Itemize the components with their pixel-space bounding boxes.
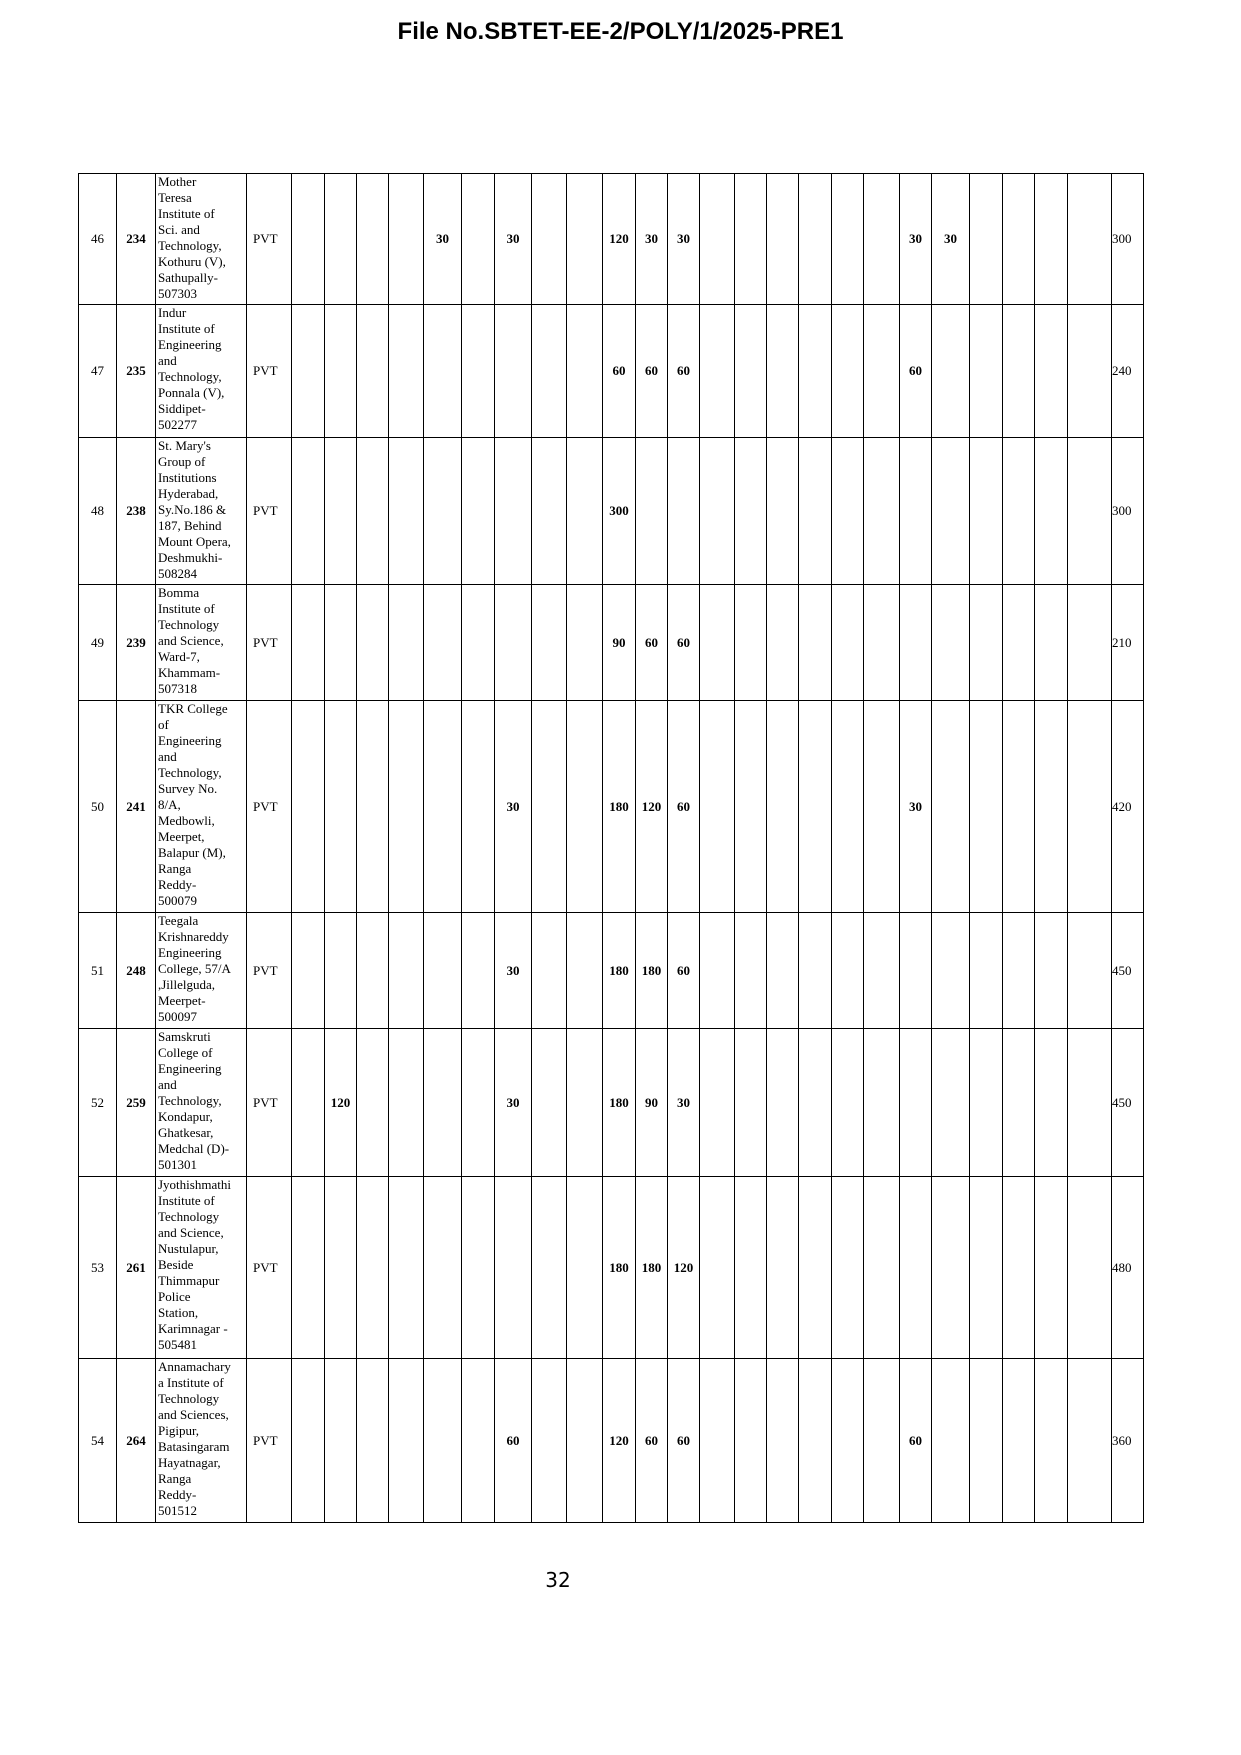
intake-cell	[495, 305, 532, 438]
intake-cell	[1035, 174, 1068, 305]
intake-cell	[900, 585, 932, 701]
intake-cell: 30	[900, 701, 932, 913]
intake-cell	[1068, 701, 1112, 913]
intake-cell	[799, 438, 832, 585]
intake-cell: 30	[495, 1029, 532, 1177]
intake-cell	[767, 585, 799, 701]
serial-number-cell: 48	[79, 438, 117, 585]
intake-cell	[970, 1359, 1003, 1523]
intake-cell	[735, 1177, 767, 1359]
institute-type-cell: PVT	[247, 1029, 292, 1177]
intake-cell	[1068, 438, 1112, 585]
intake-cell	[832, 1177, 864, 1359]
institute-name-cell: Teegala Krishnareddy Engineering College, 57/A ,Jillelguda, Meerpet- 500097	[156, 913, 247, 1029]
intake-cell	[700, 913, 735, 1029]
intake-cell	[799, 1177, 832, 1359]
intake-cell	[325, 913, 357, 1029]
institute-type-cell: PVT	[247, 701, 292, 913]
intake-cell	[532, 438, 567, 585]
institute-name-cell: Mother Teresa Institute of Sci. and Technology, Kothuru (V), Sathupally- 507303	[156, 174, 247, 305]
intake-cell	[735, 913, 767, 1029]
intake-cell	[1068, 174, 1112, 305]
table-body	[79, 174, 1144, 1523]
total-intake-cell: 210	[1112, 585, 1144, 701]
intake-cell	[1003, 585, 1035, 701]
intake-cell	[932, 701, 970, 913]
intake-cell	[767, 913, 799, 1029]
intake-cell	[767, 1359, 799, 1523]
intake-cell	[389, 305, 424, 438]
intake-cell	[700, 1359, 735, 1523]
intake-cell	[900, 1029, 932, 1177]
intake-cell	[357, 438, 389, 585]
intake-cell	[292, 174, 325, 305]
intake-cell: 120	[668, 1177, 700, 1359]
intake-cell: 180	[603, 701, 636, 913]
intake-cell	[424, 701, 462, 913]
institute-code-cell: 234	[117, 174, 156, 305]
intake-cell	[864, 1359, 900, 1523]
intake-cell	[424, 585, 462, 701]
institute-name-cell: TKR College of Engineering and Technology, Survey No. 8/A, Medbowli, Meerpet, Balapur (M), Ranga Reddy- 500079	[156, 701, 247, 913]
serial-number-cell: 53	[79, 1177, 117, 1359]
intake-cell	[767, 174, 799, 305]
institute-type-cell: PVT	[247, 438, 292, 585]
intake-cell	[532, 1177, 567, 1359]
intake-cell: 60	[668, 305, 700, 438]
intake-cell	[799, 174, 832, 305]
table-row	[79, 1359, 1144, 1523]
intake-cell	[495, 1177, 532, 1359]
intake-cell: 30	[495, 174, 532, 305]
intake-cell	[970, 585, 1003, 701]
intake-cell	[700, 305, 735, 438]
intake-cell	[389, 913, 424, 1029]
intake-cell	[1003, 438, 1035, 585]
intake-cell	[325, 174, 357, 305]
intake-cell	[700, 438, 735, 585]
intake-cell: 60	[668, 1359, 700, 1523]
intake-cell	[389, 1029, 424, 1177]
intake-cell	[389, 1359, 424, 1523]
intake-cell	[832, 1359, 864, 1523]
intake-cell: 60	[668, 913, 700, 1029]
institute-name-cell: Bomma Institute of Technology and Science, Ward-7, Khammam- 507318	[156, 585, 247, 701]
intake-cell	[462, 585, 495, 701]
file-number-header: File No.SBTET-EE-2/POLY/1/2025-PRE1	[397, 18, 844, 45]
total-intake-cell: 300	[1112, 174, 1144, 305]
intake-cell	[668, 438, 700, 585]
intake-cell	[1003, 1359, 1035, 1523]
intake-cell	[700, 174, 735, 305]
intake-cell	[970, 1177, 1003, 1359]
serial-number-cell: 52	[79, 1029, 117, 1177]
intake-cell: 30	[495, 701, 532, 913]
intake-cell	[1003, 913, 1035, 1029]
intake-cell	[389, 585, 424, 701]
institute-code-cell: 239	[117, 585, 156, 701]
intake-cell	[567, 1177, 603, 1359]
intake-cell	[832, 438, 864, 585]
institute-name-cell: Indur Institute of Engineering and Technology, Ponnala (V), Siddipet- 502277	[156, 305, 247, 438]
institute-type-cell: PVT	[247, 174, 292, 305]
table-row	[79, 305, 1144, 438]
intake-cell	[767, 438, 799, 585]
intake-cell	[325, 438, 357, 585]
intake-cell	[767, 1177, 799, 1359]
intake-cell: 30	[932, 174, 970, 305]
intake-cell: 120	[603, 1359, 636, 1523]
intake-cell	[292, 1029, 325, 1177]
intake-cell: 180	[603, 1177, 636, 1359]
intake-cell	[292, 585, 325, 701]
intake-cell: 120	[325, 1029, 357, 1177]
table-row	[79, 701, 1144, 913]
table-row	[79, 1177, 1144, 1359]
intake-cell	[700, 701, 735, 913]
intake-cell: 30	[668, 174, 700, 305]
intake-cell	[1003, 305, 1035, 438]
intake-cell	[325, 701, 357, 913]
intake-cell	[932, 1177, 970, 1359]
intake-cell	[799, 305, 832, 438]
intake-cell	[567, 585, 603, 701]
intake-cell	[832, 174, 864, 305]
intake-cell: 30	[900, 174, 932, 305]
institute-code-cell: 235	[117, 305, 156, 438]
intake-cell	[1003, 701, 1035, 913]
intake-cell	[532, 913, 567, 1029]
intake-cell	[462, 174, 495, 305]
intake-cell	[1068, 1029, 1112, 1177]
intake-cell	[700, 585, 735, 701]
intake-cell: 60	[900, 1359, 932, 1523]
institute-type-cell: PVT	[247, 305, 292, 438]
intake-cell	[532, 701, 567, 913]
intake-cell	[1068, 1177, 1112, 1359]
intake-cell	[799, 913, 832, 1029]
institute-code-cell: 241	[117, 701, 156, 913]
institute-code-cell: 259	[117, 1029, 156, 1177]
intake-cell	[292, 438, 325, 585]
serial-number-cell: 49	[79, 585, 117, 701]
intake-cell: 60	[900, 305, 932, 438]
intake-cell	[735, 701, 767, 913]
intake-cell: 60	[636, 585, 668, 701]
intake-cell	[357, 913, 389, 1029]
intake-cell: 60	[495, 1359, 532, 1523]
intake-cell	[832, 585, 864, 701]
intake-cell	[357, 585, 389, 701]
intake-cell	[864, 701, 900, 913]
intake-cell	[735, 585, 767, 701]
intake-cell: 90	[603, 585, 636, 701]
intake-cell: 120	[636, 701, 668, 913]
intake-cell	[462, 1029, 495, 1177]
intake-cell	[1003, 1177, 1035, 1359]
intake-cell	[1035, 1177, 1068, 1359]
intake-cell	[532, 305, 567, 438]
intake-cell	[1003, 174, 1035, 305]
intake-cell	[932, 913, 970, 1029]
intake-cell	[832, 305, 864, 438]
institute-code-cell: 261	[117, 1177, 156, 1359]
institute-code-cell: 264	[117, 1359, 156, 1523]
intake-cell	[970, 305, 1003, 438]
intake-cell	[292, 305, 325, 438]
intake-cell	[389, 438, 424, 585]
intake-cell	[1035, 701, 1068, 913]
intake-cell	[1035, 1359, 1068, 1523]
institute-name-cell: Jyothishmathi Institute of Technology and Science, Nustulapur, Beside Thimmapur Police Station, Karimnagar - 505481	[156, 1177, 247, 1359]
intake-cell	[325, 305, 357, 438]
intake-cell	[799, 585, 832, 701]
intake-cell	[567, 1029, 603, 1177]
serial-number-cell: 46	[79, 174, 117, 305]
intake-cell: 30	[636, 174, 668, 305]
intake-cell: 90	[636, 1029, 668, 1177]
total-intake-cell: 420	[1112, 701, 1144, 913]
institute-name-cell: Samskruti College of Engineering and Technology, Kondapur, Ghatkesar, Medchal (D)- 501301	[156, 1029, 247, 1177]
institute-type-cell: PVT	[247, 585, 292, 701]
table-row	[79, 913, 1144, 1029]
intake-cell	[424, 1177, 462, 1359]
intake-cell	[292, 701, 325, 913]
intake-cell	[357, 305, 389, 438]
intake-cell	[864, 174, 900, 305]
intake-cell	[864, 1029, 900, 1177]
intake-cell	[325, 1359, 357, 1523]
intake-cell: 180	[636, 913, 668, 1029]
intake-cell	[932, 1029, 970, 1177]
intake-cell	[735, 1359, 767, 1523]
intake-cell	[970, 701, 1003, 913]
intake-cell	[389, 1177, 424, 1359]
intake-cell: 180	[603, 1029, 636, 1177]
intake-cell	[932, 1359, 970, 1523]
intake-cell	[735, 1029, 767, 1177]
institute-name-cell: St. Mary's Group of Institutions Hyderabad, Sy.No.186 & 187, Behind Mount Opera, Deshmukhi- 508284	[156, 438, 247, 585]
intake-cell: 30	[668, 1029, 700, 1177]
intake-cell	[832, 913, 864, 1029]
intake-cell	[567, 174, 603, 305]
intake-cell	[1035, 305, 1068, 438]
table-row	[79, 1029, 1144, 1177]
intake-cell	[900, 913, 932, 1029]
intake-cell	[424, 913, 462, 1029]
intake-cell	[1035, 1029, 1068, 1177]
intake-cell	[292, 1177, 325, 1359]
intake-cell: 60	[636, 1359, 668, 1523]
seat-matrix-table	[78, 173, 1144, 1523]
intake-cell	[292, 913, 325, 1029]
institute-code-cell: 238	[117, 438, 156, 585]
intake-cell	[325, 1177, 357, 1359]
intake-cell	[799, 1029, 832, 1177]
intake-cell: 60	[668, 585, 700, 701]
intake-cell	[292, 1359, 325, 1523]
institute-name-cell: Annamachary a Institute of Technology and Sciences, Pigipur, Batasingaram Hayatnagar, Ranga Reddy- 501512	[156, 1359, 247, 1523]
intake-cell: 180	[603, 913, 636, 1029]
intake-cell	[532, 174, 567, 305]
intake-cell	[532, 1029, 567, 1177]
intake-cell	[864, 1177, 900, 1359]
intake-cell	[1068, 913, 1112, 1029]
intake-cell: 60	[668, 701, 700, 913]
intake-cell: 180	[636, 1177, 668, 1359]
total-intake-cell: 240	[1112, 305, 1144, 438]
intake-cell	[424, 305, 462, 438]
serial-number-cell: 47	[79, 305, 117, 438]
total-intake-cell: 360	[1112, 1359, 1144, 1523]
intake-cell	[462, 913, 495, 1029]
intake-cell	[424, 1029, 462, 1177]
intake-cell	[532, 1359, 567, 1523]
total-intake-cell: 480	[1112, 1177, 1144, 1359]
page-number: 32	[545, 1568, 571, 1592]
intake-cell	[735, 174, 767, 305]
intake-cell	[357, 1177, 389, 1359]
intake-cell	[462, 305, 495, 438]
intake-cell	[832, 1029, 864, 1177]
total-intake-cell: 450	[1112, 913, 1144, 1029]
intake-cell	[767, 701, 799, 913]
intake-cell	[462, 438, 495, 585]
intake-cell	[567, 701, 603, 913]
table-row	[79, 174, 1144, 305]
intake-cell	[1035, 913, 1068, 1029]
intake-cell	[932, 305, 970, 438]
intake-cell	[532, 585, 567, 701]
intake-cell	[900, 1177, 932, 1359]
total-intake-cell: 450	[1112, 1029, 1144, 1177]
intake-cell	[735, 438, 767, 585]
intake-cell: 120	[603, 174, 636, 305]
intake-cell	[357, 701, 389, 913]
intake-cell	[424, 1359, 462, 1523]
intake-cell	[357, 1029, 389, 1177]
intake-cell	[462, 701, 495, 913]
intake-cell	[1068, 1359, 1112, 1523]
intake-cell	[970, 1029, 1003, 1177]
intake-cell	[462, 1359, 495, 1523]
intake-cell	[864, 438, 900, 585]
intake-cell	[389, 174, 424, 305]
intake-cell	[495, 438, 532, 585]
intake-cell: 300	[603, 438, 636, 585]
intake-cell	[735, 305, 767, 438]
intake-cell	[832, 701, 864, 913]
intake-cell	[970, 174, 1003, 305]
intake-cell: 30	[495, 913, 532, 1029]
intake-cell	[1068, 585, 1112, 701]
serial-number-cell: 51	[79, 913, 117, 1029]
intake-cell	[462, 1177, 495, 1359]
intake-cell	[767, 1029, 799, 1177]
intake-cell	[799, 701, 832, 913]
intake-cell	[636, 438, 668, 585]
intake-cell	[700, 1029, 735, 1177]
serial-number-cell: 50	[79, 701, 117, 913]
serial-number-cell: 54	[79, 1359, 117, 1523]
intake-cell: 30	[424, 174, 462, 305]
intake-cell	[864, 305, 900, 438]
intake-cell	[932, 438, 970, 585]
intake-cell	[864, 913, 900, 1029]
intake-cell	[970, 438, 1003, 585]
intake-cell	[864, 585, 900, 701]
intake-cell	[1003, 1029, 1035, 1177]
intake-cell	[1035, 585, 1068, 701]
intake-cell	[932, 585, 970, 701]
intake-cell	[424, 438, 462, 585]
intake-cell	[799, 1359, 832, 1523]
intake-cell	[567, 1359, 603, 1523]
intake-cell	[389, 701, 424, 913]
intake-cell	[567, 913, 603, 1029]
institute-type-cell: PVT	[247, 913, 292, 1029]
table-row	[79, 585, 1144, 701]
intake-cell	[325, 585, 357, 701]
total-intake-cell: 300	[1112, 438, 1144, 585]
intake-cell	[700, 1177, 735, 1359]
institute-code-cell: 248	[117, 913, 156, 1029]
intake-cell	[567, 438, 603, 585]
intake-cell	[495, 585, 532, 701]
table-row	[79, 438, 1144, 585]
intake-cell	[900, 438, 932, 585]
intake-cell	[1068, 305, 1112, 438]
institute-type-cell: PVT	[247, 1177, 292, 1359]
intake-cell: 60	[603, 305, 636, 438]
intake-cell	[767, 305, 799, 438]
institute-type-cell: PVT	[247, 1359, 292, 1523]
intake-cell	[357, 174, 389, 305]
intake-cell	[357, 1359, 389, 1523]
intake-cell	[970, 913, 1003, 1029]
intake-cell	[567, 305, 603, 438]
intake-cell: 60	[636, 305, 668, 438]
intake-cell	[1035, 438, 1068, 585]
